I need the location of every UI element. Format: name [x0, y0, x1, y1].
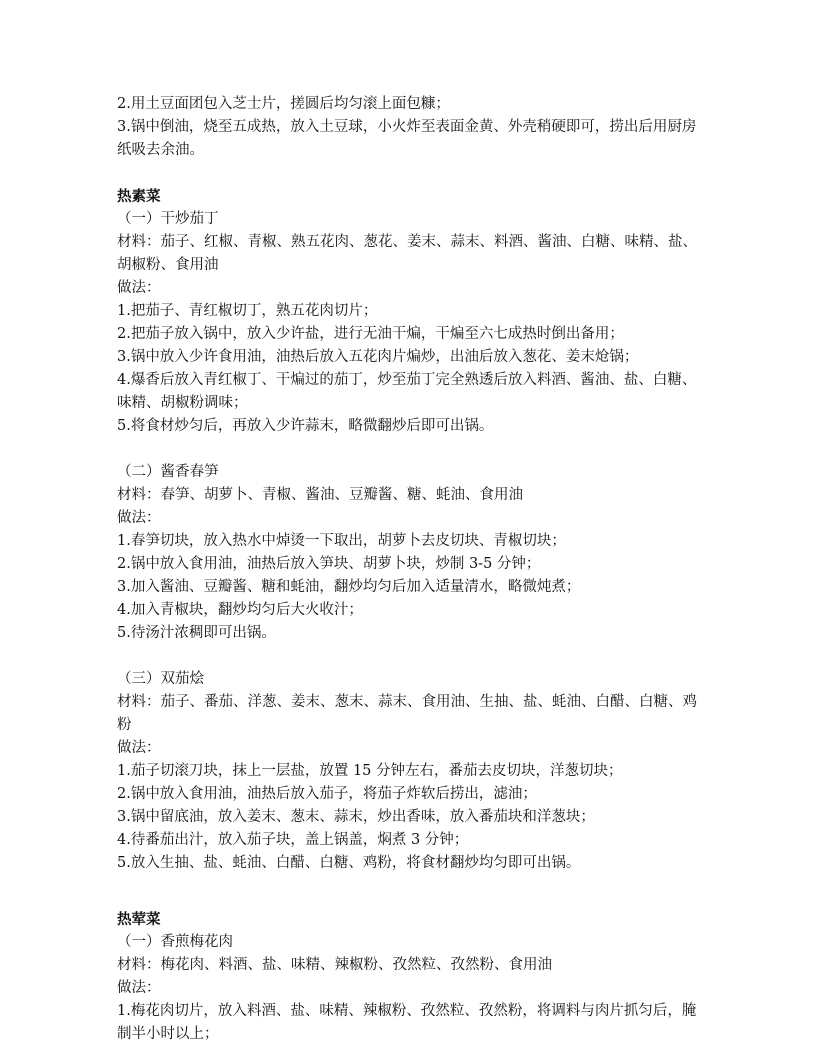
recipe-step: 1.把茄子、青红椒切丁，熟五花肉切片； [117, 303, 378, 319]
recipe-title: （一）干炒茄丁 [117, 211, 219, 227]
recipe-step: 4.待番茄出汁，放入茄子块，盖上锅盖，焖煮 3 分钟； [117, 832, 469, 848]
recipe-step: 2.锅中放入食用油，油热后放入笋块、胡萝卜块，炒制 3-5 分钟； [117, 556, 541, 572]
recipe-materials: 材料：茄子、番茄、洋葱、姜末、葱末、蒜末、食用油、生抽、盐、蚝油、白醋、白糖、鸡粉 [117, 694, 697, 733]
recipe-step: 2.把茄子放入锅中，放入少许盐，进行无油干煸，干煸至六七成热时倒出备用； [117, 326, 624, 342]
recipe-block [117, 461, 702, 645]
recipe-step: 1.梅花肉切片，放入料酒、盐、味精、辣椒粉、孜然粒、孜然粉，将调料与肉片抓匀后，腌制半小时以上； [117, 1003, 697, 1042]
recipe-method-label: 做法： [117, 280, 161, 296]
spacer [117, 645, 702, 668]
intro-step: 3.锅中倒油，烧至五成热，放入土豆球，小火炸至表面金黄、外壳稍硬即可，捞出后用厨房纸吸去余油。 [117, 119, 697, 158]
recipe-step: 5.待汤汁浓稠即可出锅。 [117, 625, 276, 641]
recipe-step: 1.春笋切块，放入热水中焯烫一下取出，胡萝卜去皮切块、青椒切块； [117, 533, 566, 549]
recipe-step: 1.茄子切滚刀块，抹上一层盐，放置 15 分钟左右，番茄去皮切块，洋葱切块； [117, 763, 623, 779]
recipe-block [117, 931, 702, 1046]
recipe-title: （一）香煎梅花肉 [117, 934, 233, 950]
recipe-block [117, 668, 702, 875]
recipe-method-label: 做法： [117, 980, 161, 996]
recipe-step: 2.锅中放入食用油，油热后放入茄子，将茄子炸软后捞出，滤油； [117, 786, 537, 802]
recipe-method-label: 做法： [117, 740, 161, 756]
recipe-step: 4.爆香后放入青红椒丁、干煸过的茄丁，炒至茄丁完全熟透后放入料酒、酱油、盐、白糖、味精、胡椒粉调味； [117, 372, 697, 411]
section-title-hot-veg: 热素菜 [117, 188, 161, 205]
section-title-hot-meat: 热荤菜 [117, 911, 161, 928]
document-page [117, 93, 702, 1046]
intro-step: 2.用土豆面团包入芝士片，搓圆后均匀滚上面包糠； [117, 96, 450, 112]
recipe-materials: 材料：茄子、红椒、青椒、熟五花肉、葱花、姜末、蒜末、料酒、酱油、白糖、味精、盐、胡椒粉、食用油 [117, 234, 697, 273]
recipe-title: （二）酱香春笋 [117, 464, 219, 480]
recipe-step: 3.加入酱油、豆瓣酱、糖和蚝油，翻炒均匀后加入适量清水，略微炖煮； [117, 579, 581, 595]
recipe-step: 3.锅中放入少许食用油，油热后放入五花肉片煸炒，出油后放入葱花、姜末炝锅； [117, 349, 639, 365]
recipe-step: 3.锅中留底油，放入姜末、葱末、蒜末，炒出香味，放入番茄块和洋葱块； [117, 809, 595, 825]
recipe-materials: 材料：春笋、胡萝卜、青椒、酱油、豆瓣酱、糖、蚝油、食用油 [117, 487, 523, 503]
recipe-method-label: 做法： [117, 510, 161, 526]
recipe-step: 5.放入生抽、盐、蚝油、白醋、白糖、鸡粉，将食材翻炒均匀即可出锅。 [117, 855, 581, 871]
recipe-step: 5.将食材炒匀后，再放入少许蒜末，略微翻炒后即可出锅。 [117, 418, 494, 434]
recipe-block [117, 208, 702, 438]
spacer [117, 875, 702, 908]
recipe-materials: 材料：梅花肉、料酒、盐、味精、辣椒粉、孜然粒、孜然粉、食用油 [117, 957, 552, 973]
recipe-title: （三）双茄烩 [117, 671, 204, 687]
spacer [117, 438, 702, 461]
recipe-step: 4.加入青椒块，翻炒均匀后大火收汁； [117, 602, 363, 618]
intro-steps [117, 93, 702, 162]
